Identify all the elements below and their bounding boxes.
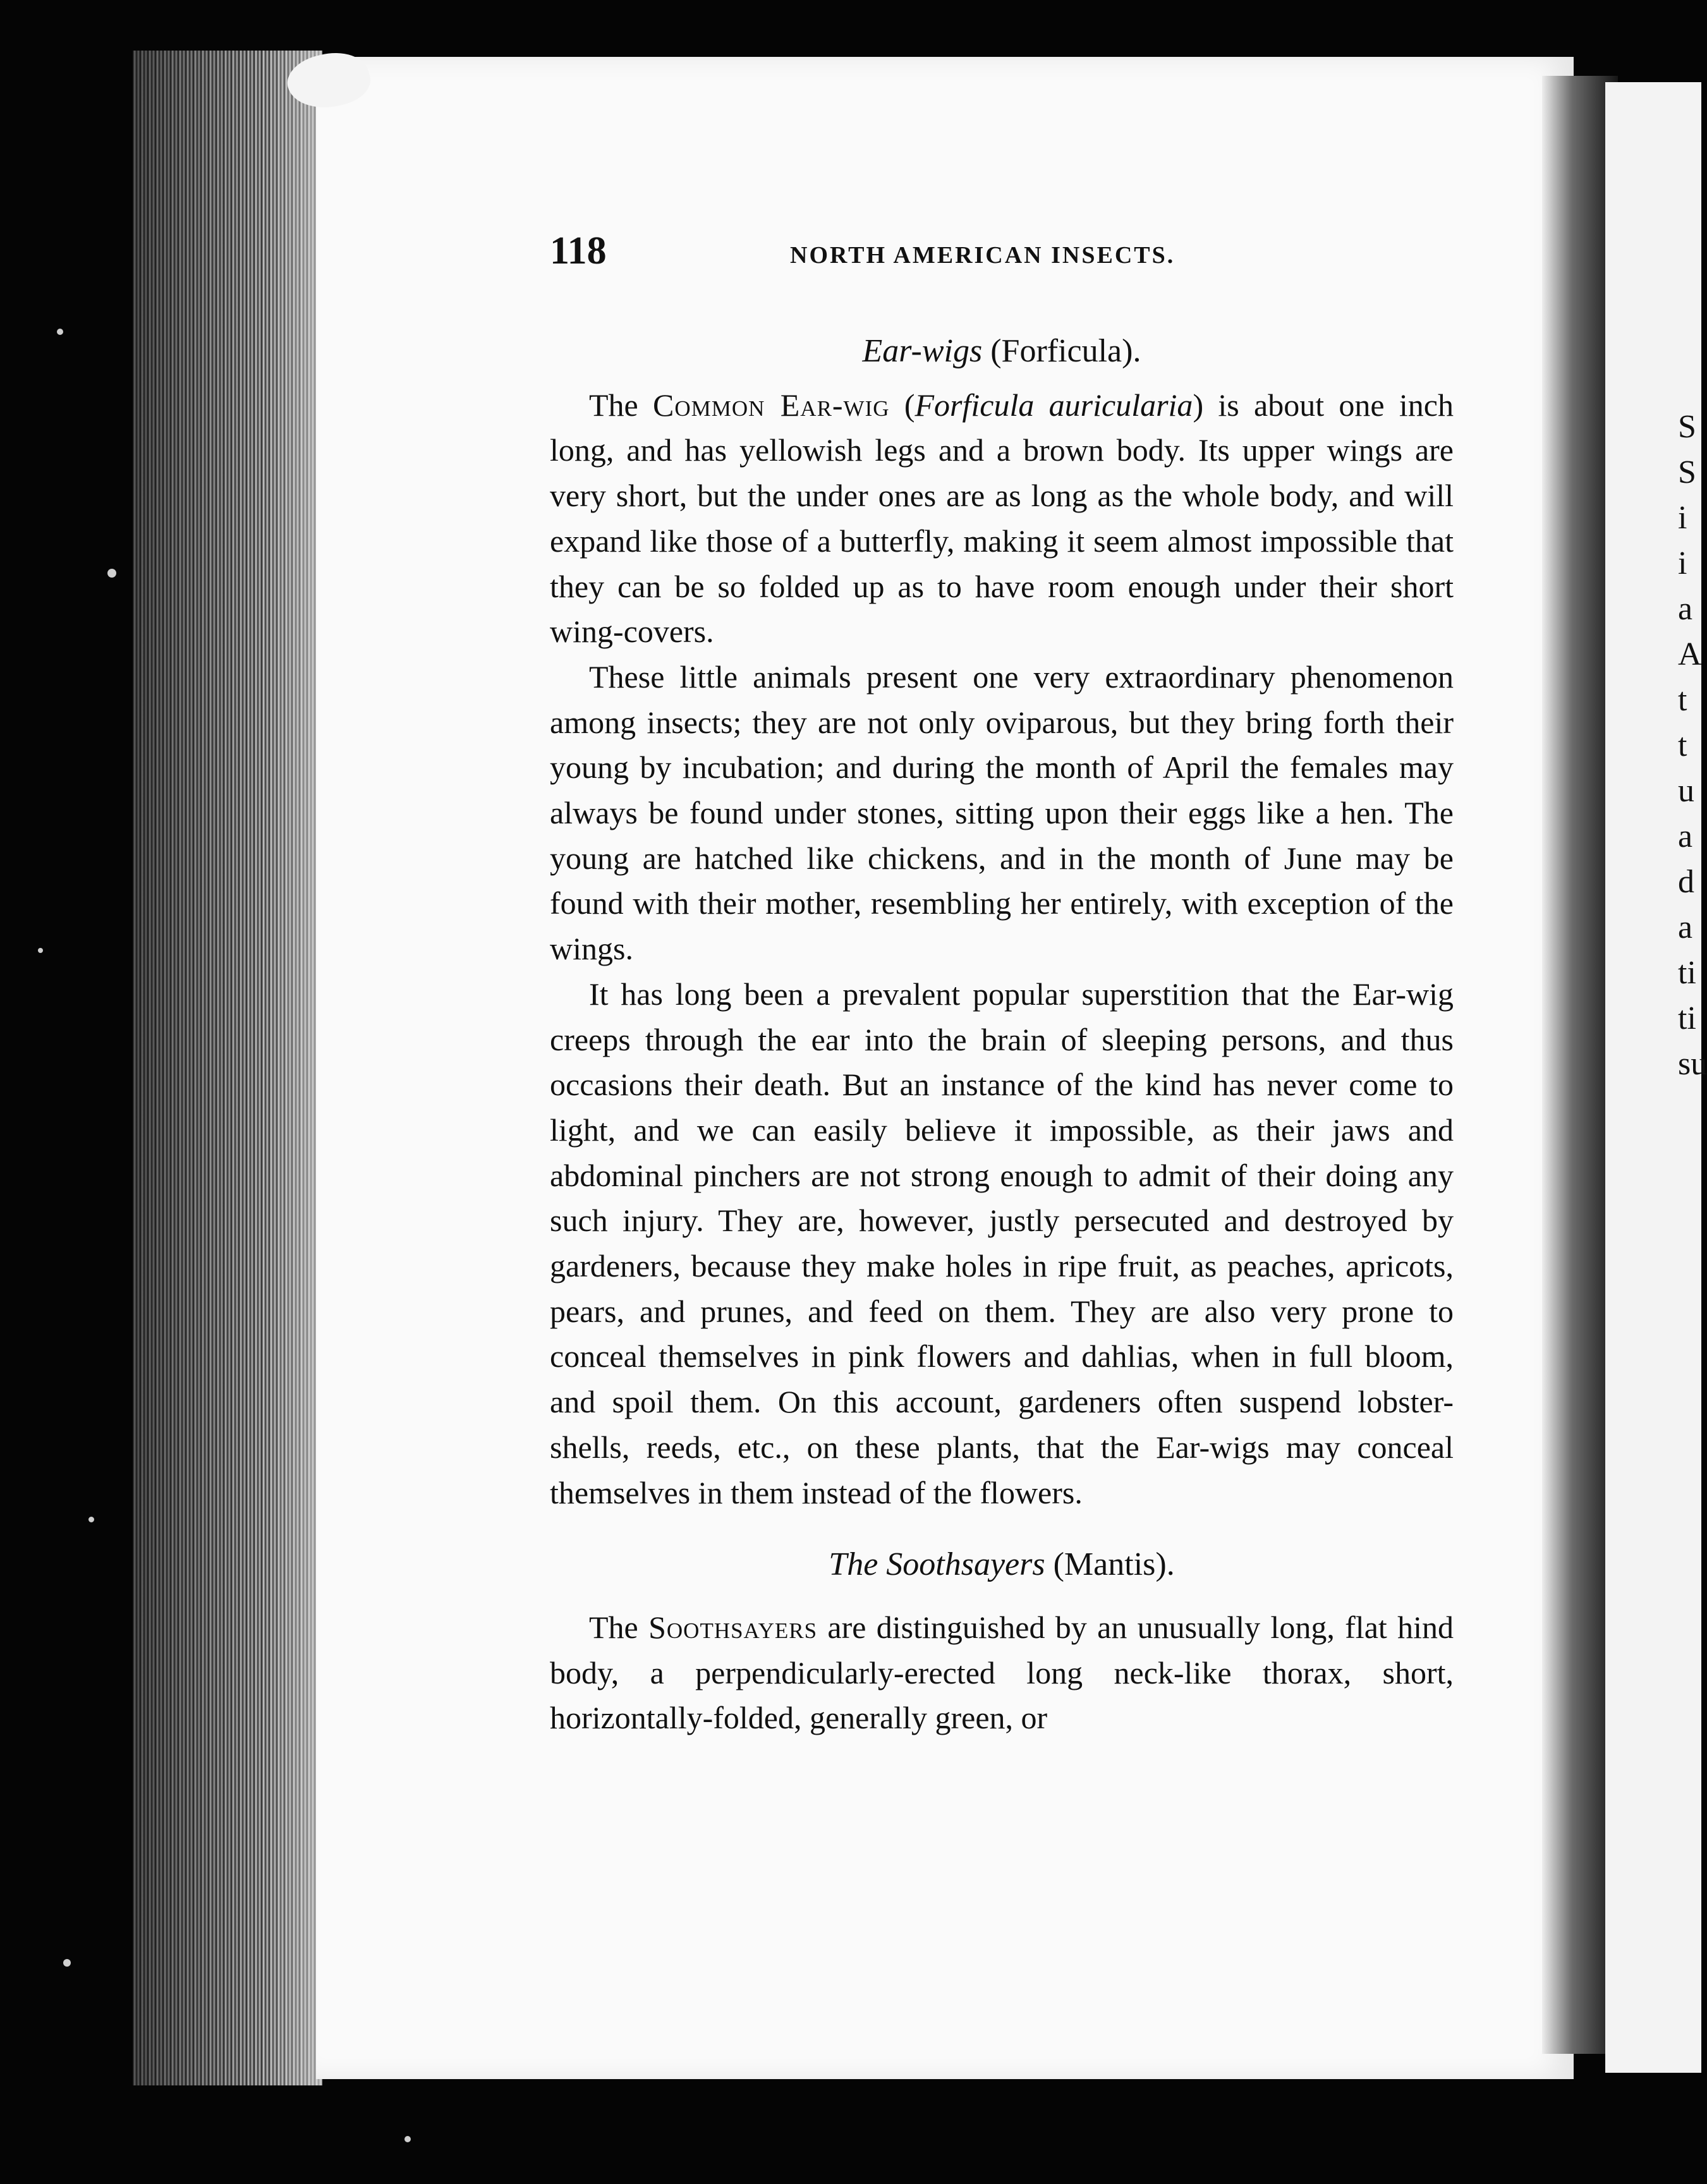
dust-speck [63,1959,71,1967]
section-heading-earwigs [550,329,1454,374]
paragraph-soothsayers [550,1605,1454,1741]
heading-rest: (Forficula). [982,333,1141,369]
small-caps-term: Common Ear-wig [653,387,890,423]
facing-letter: i [1678,500,1687,536]
running-head: NORTH AMERICAN INSECTS. [790,242,1175,269]
paragraph-earwig-incubation: These little animals present one very extraordinary phenomenon among insects; they are not only oviparous, but they bring forth their young by incubation; and during the month of April the females may always be found under stones, sitting upon their eggs like a hen. The young are hatched like chickens, and in the month of June may be found with their mother, resembling her entirely, with exception of the wings. [550,658,1454,967]
small-caps-term: Soothsayers [648,1609,818,1645]
facing-letter: su [1678,1046,1707,1082]
heading-italic: Ear-wigs [862,333,983,369]
paragraph-earwig-superstition: It has long been a prevalent popular superstition that the Ear-wig creeps through the ear into the brain of sleeping persons, and thus occasions their death. But an instance of the kind has never come to light, and we can easily believe it impossible, as their jaws and abdominal pinchers are not strong enough to admit of their doing any such injury. They are, however, justly persecuted and destroyed by gardeners, because they make holes in ripe fruit, as peaches, apricots, pears, and prunes, and feed on them. They are also very prone to conceal themselves in pink flowers and dahlias, when in full bloom, and spoil them. On this account, gardeners often suspend lobster-shells, reeds, etc., on these plants, that the Ear-wigs may conceal themselves in them instead of the flowers. [550,976,1454,1510]
dust-speck [404,2136,411,2142]
page-number: 118 [550,229,607,272]
facing-letter: t [1678,727,1687,763]
facing-letter: A [1678,636,1702,672]
page-header [550,229,1220,279]
para-text: are distinguished by an unusually long, flat hind body, a perpendicularly-erected long neck-like thorax, short, horizontally-folded, generally green, or [550,1609,1454,1736]
para-text: The [589,1609,649,1645]
facing-letter: S [1678,454,1696,490]
para-text: ) is about one inch long, and has yellowish legs and a brown body. Its upper wings are very short, but the under ones are as long as the whole body, and will expand like those of a butterfly, making it seem almost impossible that they can be so folded up as to have room enough under their short wing-covers. [550,387,1454,650]
facing-letter: ti [1678,955,1696,991]
heading-italic: The Soothsayers [829,1546,1045,1583]
facing-letter: d [1678,864,1694,900]
heading-rest: (Mantis). [1045,1546,1175,1583]
facing-letter: a [1678,591,1693,627]
para-text: ( [889,387,915,423]
species-name: Forficula auricularia [914,387,1193,423]
facing-letter: S [1678,409,1696,445]
facing-letter: a [1678,818,1693,854]
section-heading-soothsayers [550,1542,1454,1587]
facing-letter: u [1678,773,1694,809]
paragraph-earwig-description [550,383,1454,655]
dust-speck [38,948,43,953]
facing-letter: t [1678,682,1687,718]
dust-speck [57,329,63,335]
facing-letter: ti [1678,1000,1696,1036]
page-edges [133,51,322,2085]
dust-speck [88,1517,94,1522]
facing-letter: a [1678,909,1693,945]
dust-speck [107,569,116,578]
facing-letter: i [1678,545,1687,581]
facing-page-text [1678,404,1707,1087]
body-text [550,329,1454,1741]
para-text: The [589,387,653,423]
